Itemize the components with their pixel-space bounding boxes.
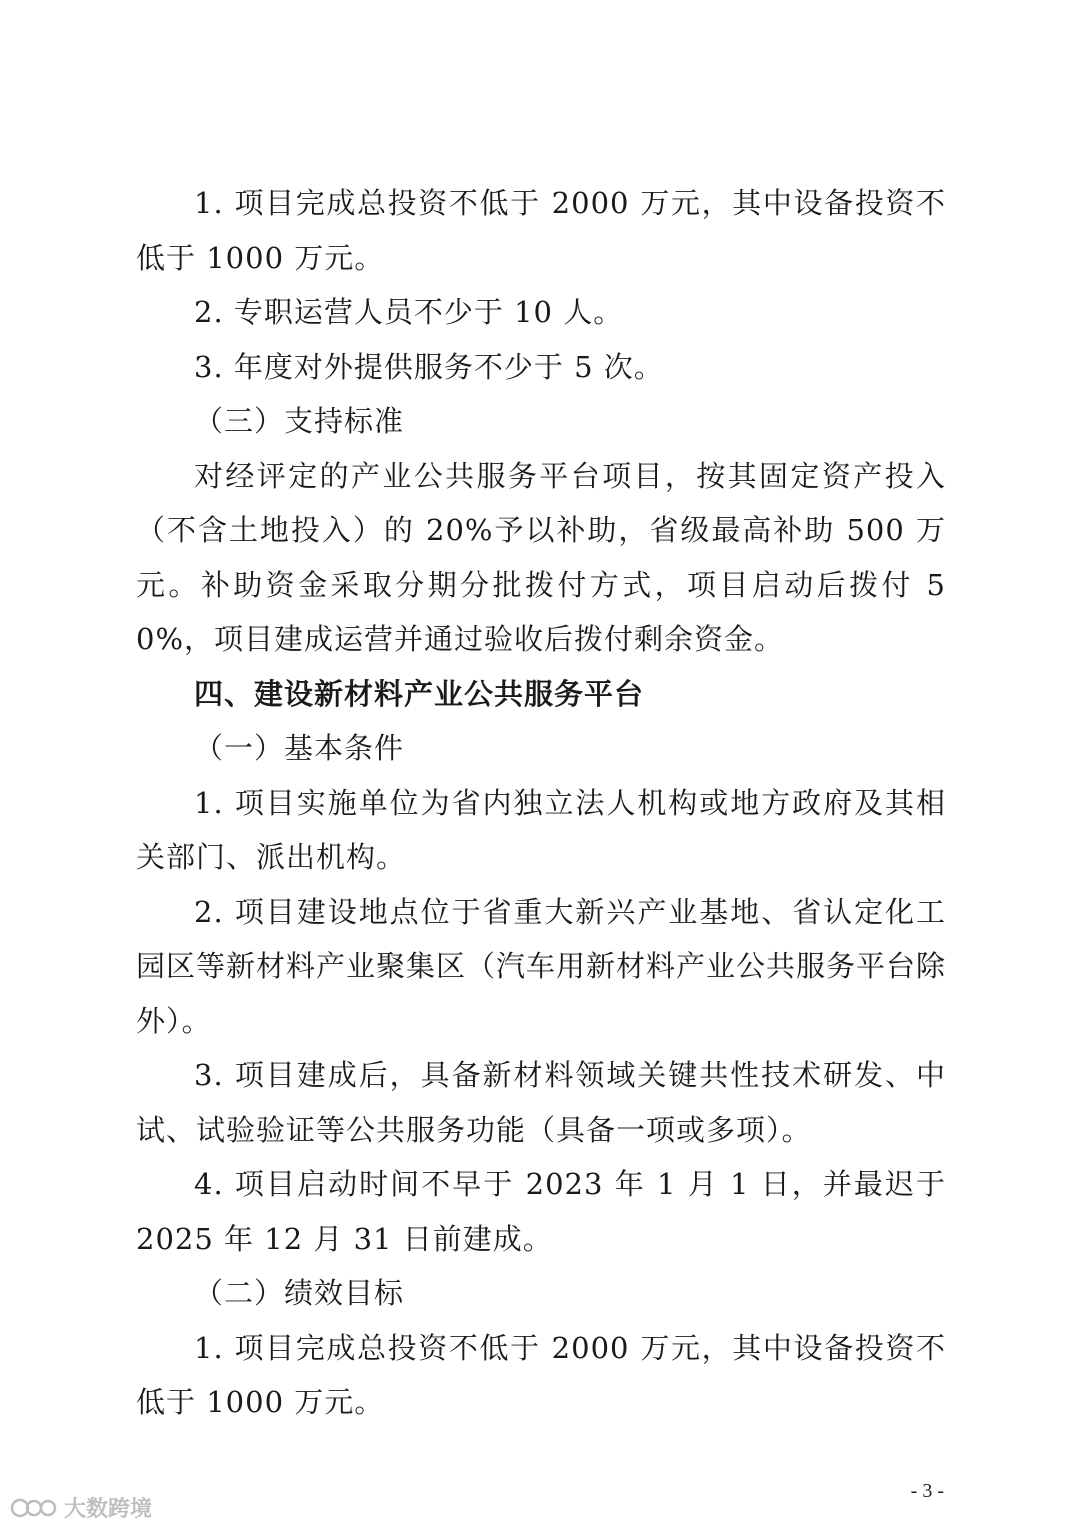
watermark-text: 大数跨境 (64, 1497, 153, 1522)
paragraph: 1. 项目实施单位为省内独立法人机构或地方政府及其相关部门、派出机构。 (136, 785, 946, 874)
watermark (10, 1492, 152, 1523)
paragraph: 4. 项目启动时间不早于 2023 年 1 月 1 日，并最迟于 2025 年 12 月 31 日前建成。 (136, 1167, 946, 1256)
paragraph: 1. 项目完成总投资不低于 2000 万元，其中设备投资不低于 1000 万元。 (136, 1330, 946, 1419)
paragraph: 2. 项目建设地点位于省重大新兴产业基地、省认定化工园区等新材料产业聚集区（汽车用新材料产业公共服务平台除外）。 (136, 894, 947, 1038)
paragraph: 3. 项目建成后，具备新材料领域关键共性技术研发、中试、试验验证等公共服务功能（具备一项或多项）。 (136, 1058, 946, 1147)
subsection-heading: （一）基本条件 (194, 731, 405, 765)
subsection-heading: （三）支持标准 (194, 404, 405, 438)
page-number: - 3 - (910, 1480, 944, 1502)
brand-logo-icon (10, 1496, 58, 1520)
subsection-heading: （二）绩效目标 (194, 1276, 405, 1310)
paragraph: 3. 年度对外提供服务不少于 5 次。 (194, 349, 664, 384)
paragraph: 1. 项目完成总投资不低于 2000 万元，其中设备投资不低于 1000 万元。 (136, 186, 946, 275)
document-body (136, 176, 946, 1430)
section-heading: 四、建设新材料产业公共服务平台 (194, 676, 645, 711)
paragraph: 2. 专职运营人员不少于 10 人。 (194, 295, 624, 329)
paragraph: 对经评定的产业公共服务平台项目，按其固定资产投入（不含土地投入）的 20%予以补助，省级最高补助 500 万元。补助资金采取分期分批拨付方式，项目启动后拨付 50%，项目建成运营并通过验收后拨付剩余资金。 (136, 458, 946, 656)
